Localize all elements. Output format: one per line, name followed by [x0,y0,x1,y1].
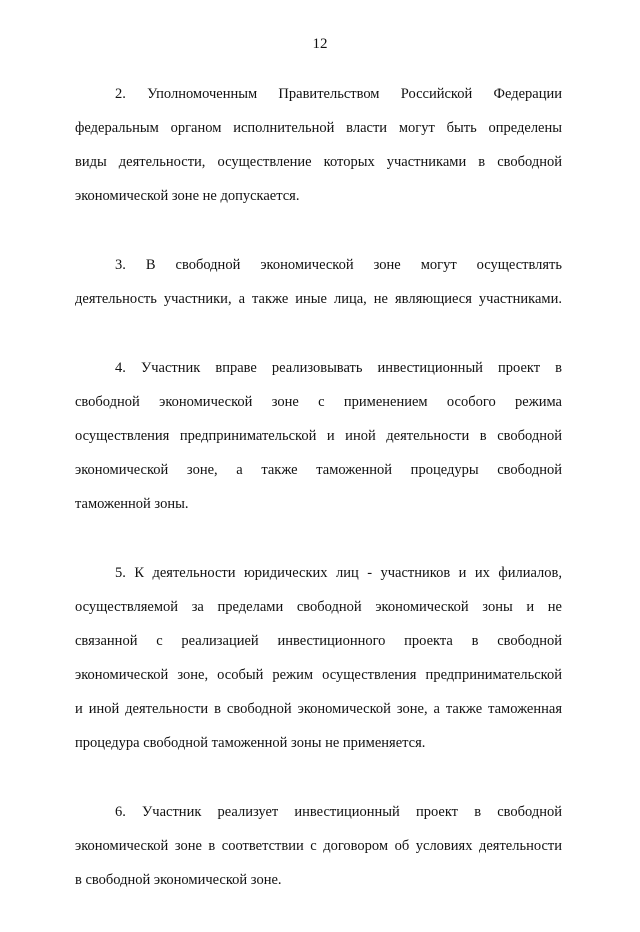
document-body [75,77,562,932]
paragraph-line: 6. Участник реализует инвестиционный проект в свободной [115,804,562,820]
paragraph-5 [75,556,562,760]
paragraph-line: свободной экономической зоне с применением особого режима [75,394,562,410]
paragraph-2 [75,77,562,213]
paragraph-line: 4. Участник вправе реализовывать инвестиционный проект в [115,360,562,376]
paragraph-line: процедура свободной таможенной зоны не применяется. [75,735,426,751]
paragraph-line: связанной с реализацией инвестиционного проекта в свободной [75,633,562,649]
paragraph-4 [75,351,562,521]
paragraph-line: и иной деятельности в свободной экономической зоне, а также таможенная [75,701,562,717]
paragraph-line: 2. Уполномоченным Правительством Российской Федерации [115,86,562,102]
page-number: 12 [312,36,328,52]
paragraph-line: экономической зоне, а также таможенной процедуры свободной [75,462,562,478]
paragraph-line: осуществления предпринимательской и иной деятельности в свободной [75,428,562,444]
paragraph-line: таможенной зоны. [75,496,189,512]
paragraph-line: деятельность участники, а также иные лица, не являющиеся участниками. [75,291,562,307]
paragraph-line: виды деятельности, осуществление которых участниками в свободной [75,154,562,170]
paragraph-6 [75,795,562,897]
paragraph-line: экономической зоне в соответствии с договором об условиях деятельности [75,838,562,854]
paragraph-line: 5. К деятельности юридических лиц - участников и их филиалов, [115,565,562,581]
paragraph-line: в свободной экономической зоне. [75,872,282,888]
paragraph-line: экономической зоне, особый режим осуществления предпринимательской [75,667,562,683]
paragraph-line: федеральным органом исполнительной власти могут быть определены [75,120,562,136]
paragraph-3 [75,248,562,316]
paragraph-line: 3. В свободной экономической зоне могут осуществлять [115,257,562,273]
paragraph-line: осуществляемой за пределами свободной экономической зоны и не [75,599,562,615]
paragraph-line: экономической зоне не допускается. [75,188,300,204]
